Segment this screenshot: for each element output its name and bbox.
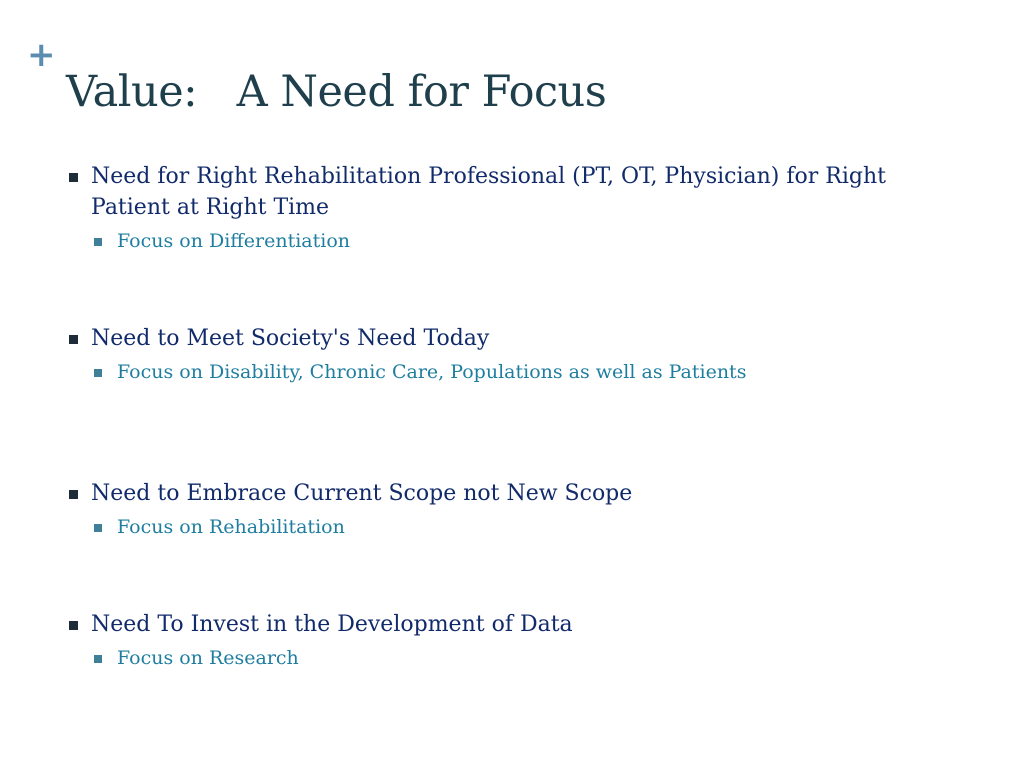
square-bullet-icon xyxy=(69,173,78,182)
sub-bullet-point xyxy=(91,226,968,256)
sub-bullet-text: Focus on Research xyxy=(117,647,299,669)
square-bullet-icon xyxy=(94,524,102,532)
square-bullet-icon xyxy=(69,335,78,344)
sub-bullet-point xyxy=(91,357,968,387)
slide-title: Value: A Need for Focus xyxy=(66,67,607,117)
bullet-text: Need To Invest in the Development of Data xyxy=(91,612,573,637)
bullet-group xyxy=(68,323,968,387)
sub-bullet-point xyxy=(91,643,968,673)
bullet-point xyxy=(68,478,911,509)
square-bullet-icon xyxy=(69,490,78,499)
square-bullet-icon xyxy=(94,369,102,377)
sub-bullet-text: Focus on Differentiation xyxy=(117,230,351,252)
square-bullet-icon xyxy=(69,621,78,630)
bullet-point xyxy=(68,323,911,354)
bullet-point xyxy=(68,161,911,223)
plus-icon: + xyxy=(27,35,56,75)
sub-bullet-text: Focus on Disability, Chronic Care, Populations as well as Patients xyxy=(117,361,747,383)
bullet-text: Need to Embrace Current Scope not New Scope xyxy=(91,481,633,506)
square-bullet-icon xyxy=(94,655,102,663)
sub-bullet-point xyxy=(91,512,968,542)
bullet-group xyxy=(68,161,968,256)
square-bullet-icon xyxy=(94,238,102,246)
sub-bullet-text: Focus on Rehabilitation xyxy=(117,516,345,538)
bullet-point xyxy=(68,609,911,640)
bullet-text: Need to Meet Society's Need Today xyxy=(91,326,490,351)
bullet-group xyxy=(68,478,968,542)
bullet-group xyxy=(68,609,968,673)
bullet-text: Need for Right Rehabilitation Professional (PT, OT, Physician) for Right Patient at Right Time xyxy=(91,164,886,220)
